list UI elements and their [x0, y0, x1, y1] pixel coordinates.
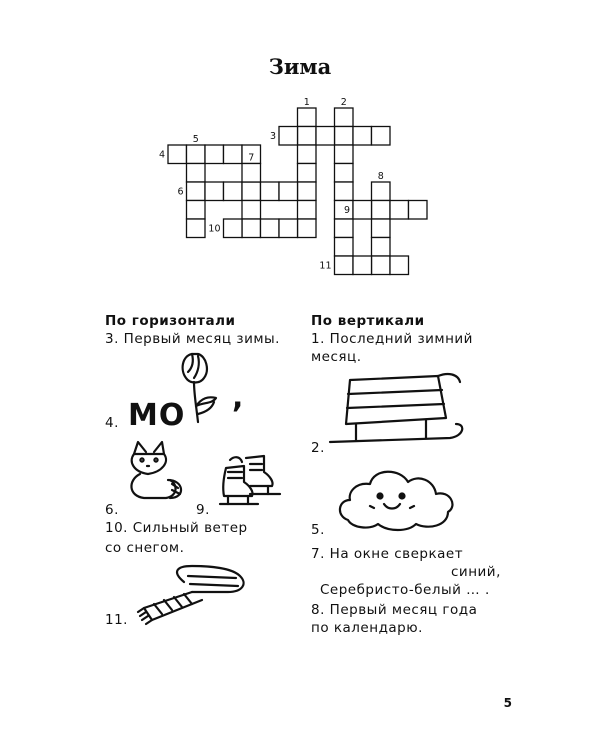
- clue-7-line-2: синий,: [451, 564, 501, 580]
- crossword-cell[interactable]: [372, 182, 391, 201]
- crossword-cell[interactable]: [390, 256, 409, 275]
- clue-6-number: 6.: [105, 502, 119, 518]
- crossword-cell[interactable]: [261, 219, 280, 238]
- crossword-grid: [0, 0, 600, 300]
- clue-number-label: 11: [319, 260, 332, 272]
- clue-8-line-2: по календарю.: [311, 620, 423, 636]
- crossword-cell[interactable]: [353, 201, 372, 220]
- crossword-cell[interactable]: [279, 182, 298, 201]
- clue-3-text: 3. Первый месяц зимы.: [105, 331, 280, 347]
- clue-10-line-2: со снегом.: [105, 540, 185, 556]
- clue-4-prefix: МО: [128, 398, 186, 433]
- crossword-cell[interactable]: [372, 201, 391, 220]
- crossword-cell[interactable]: [335, 145, 354, 164]
- crossword-cell[interactable]: [279, 127, 298, 146]
- crossword-cell[interactable]: [242, 182, 261, 201]
- crossword-cell[interactable]: [187, 219, 206, 238]
- crossword-cell[interactable]: [316, 127, 335, 146]
- crossword-cell[interactable]: [242, 219, 261, 238]
- crossword-cell[interactable]: [372, 238, 391, 257]
- crossword-cell[interactable]: [224, 145, 243, 164]
- page-number: 5: [503, 696, 512, 710]
- crossword-cell[interactable]: [353, 127, 372, 146]
- crossword-cell[interactable]: [298, 182, 317, 201]
- crossword-cell[interactable]: [372, 127, 391, 146]
- crossword-cell[interactable]: [279, 219, 298, 238]
- crossword-cell[interactable]: [372, 256, 391, 275]
- clue-7-line-1: 7. На окне сверкает: [311, 546, 464, 562]
- skates-icon: [216, 448, 284, 516]
- crossword-cell[interactable]: [298, 219, 317, 238]
- clue-9-number: 9.: [196, 502, 210, 518]
- clue-number-label: 2: [340, 97, 347, 108]
- crossword-cell[interactable]: [390, 201, 409, 220]
- crossword-cell[interactable]: [298, 145, 317, 164]
- crossword-cell[interactable]: [187, 145, 206, 164]
- clue-1-line-1: 1. Последний зимний: [311, 331, 473, 347]
- clue-number-label: 10: [208, 223, 221, 235]
- clue-10-line-1: 10. Сильный ветер: [105, 520, 248, 536]
- clue-5-number: 5.: [311, 522, 325, 538]
- cloud-icon: [330, 460, 460, 534]
- clue-number-label: 4: [158, 149, 165, 161]
- crossword-cell[interactable]: [298, 108, 317, 127]
- scarf-icon: [132, 562, 250, 632]
- crossword-cell[interactable]: [335, 219, 354, 238]
- crossword-cell[interactable]: [187, 164, 206, 183]
- crossword-cell[interactable]: [335, 164, 354, 183]
- crossword-cell[interactable]: [335, 108, 354, 127]
- crossword-cell[interactable]: [261, 182, 280, 201]
- clue-number-label: 1: [303, 97, 310, 108]
- crossword-cell[interactable]: [298, 201, 317, 220]
- crossword-cell[interactable]: [242, 164, 261, 183]
- crossword-cell[interactable]: [372, 219, 391, 238]
- down-heading: По вертикали: [311, 313, 425, 329]
- crossword-cell[interactable]: [335, 127, 354, 146]
- crossword-cell[interactable]: [224, 219, 243, 238]
- clue-number-label: 6: [177, 186, 184, 198]
- crossword-cell[interactable]: [168, 145, 187, 164]
- clue-1-line-2: месяц.: [311, 349, 362, 365]
- crossword-cell[interactable]: [187, 201, 206, 220]
- clue-number-label: 3: [269, 131, 276, 143]
- crossword-cell[interactable]: [298, 164, 317, 183]
- crossword-cell[interactable]: [409, 201, 428, 220]
- fox-icon: [120, 440, 188, 502]
- sled-icon: [326, 368, 474, 454]
- clue-2-number: 2.: [311, 440, 325, 456]
- clue-11-number: 11.: [105, 612, 128, 628]
- crossword-cell[interactable]: [335, 256, 354, 275]
- crossword-cell[interactable]: [353, 256, 372, 275]
- crossword-cell[interactable]: [205, 182, 224, 201]
- crossword-cell[interactable]: [298, 127, 317, 146]
- clue-number-label: 5: [192, 134, 199, 145]
- crossword-cell[interactable]: [335, 238, 354, 257]
- crossword-cell[interactable]: [187, 182, 206, 201]
- crossword-cell[interactable]: [224, 182, 243, 201]
- clue-number-label: 8: [377, 171, 384, 182]
- clue-4-suffix: ,: [232, 380, 244, 415]
- page-title: Зима: [268, 54, 332, 79]
- across-heading: По горизонтали: [105, 313, 236, 329]
- clue-number-label: 9: [343, 205, 350, 217]
- clue-number-label: 7: [248, 152, 255, 164]
- crossword-cell[interactable]: [242, 201, 261, 220]
- rose-icon: [172, 348, 224, 428]
- clue-4-number: 4.: [105, 415, 119, 431]
- crossword-cell[interactable]: [335, 182, 354, 201]
- crossword-cell[interactable]: [205, 145, 224, 164]
- clue-7-line-3: Серебристо-белый … .: [320, 582, 490, 598]
- clue-8-line-1: 8. Первый месяц года: [311, 602, 478, 618]
